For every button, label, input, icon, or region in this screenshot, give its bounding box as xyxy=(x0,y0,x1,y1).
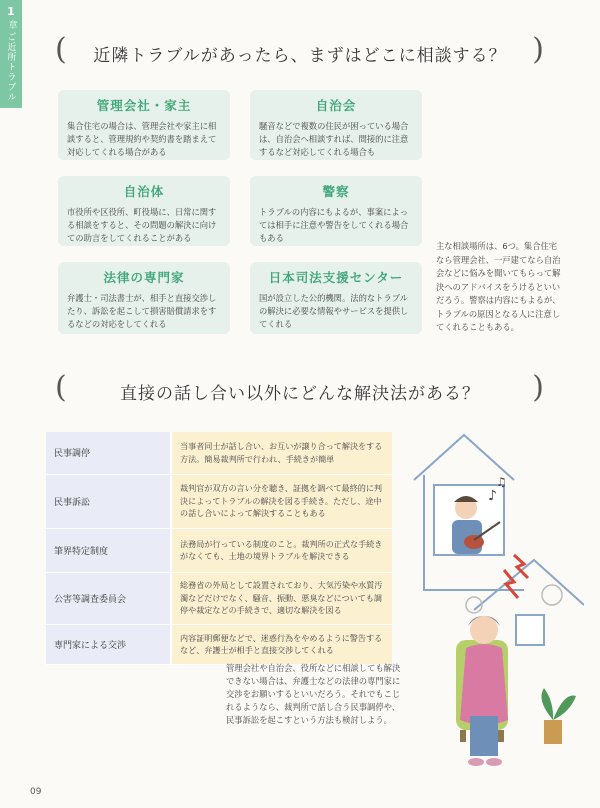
woman-shoe xyxy=(468,758,484,766)
method-name: 民事訴訟 xyxy=(46,474,171,528)
chapter-number: 1 xyxy=(7,5,15,18)
close-paren-decoration: ) xyxy=(532,32,545,67)
woman-legs xyxy=(470,716,498,756)
woman-body xyxy=(460,644,508,725)
method-description: 法務局が行っている制度のこと。裁判所の正式な手続きがなくても、土地の境界トラブルを解決できる xyxy=(171,528,392,572)
card-body: 国が設立した公的機関。法的なトラブルの解決に必要な情報やサービスを提供してくれる xyxy=(259,293,409,329)
close-paren-decoration: ) xyxy=(532,370,545,405)
chair-leg xyxy=(498,730,504,742)
methods-table xyxy=(46,432,392,665)
chair-leg xyxy=(460,730,466,742)
method-description: 裁判官が双方の言い分を聴き、証拠を調べて最終的に判決によってトラブルの解決を図る手続き。ただし、途中の話し合いによって解決することもある xyxy=(171,474,392,528)
consult-card-neighborhood-association xyxy=(250,90,422,160)
music-note-icon: ♪ xyxy=(488,488,497,504)
consult-card-municipality xyxy=(58,176,230,246)
table-row xyxy=(46,624,392,664)
card-body: 市役所や区役所、町役場に、日常に関する相談をすると、その問題の解決に向けての助言をしてくれることがある xyxy=(67,207,217,243)
window-frame xyxy=(516,615,544,645)
section2-heading-text: 直接の話し合い以外にどんな解決法がある？ xyxy=(120,383,480,404)
chapter-tab xyxy=(0,0,22,108)
table-row xyxy=(46,432,392,474)
consult-card-legal-expert xyxy=(58,262,230,334)
guitar-icon xyxy=(464,535,484,549)
method-name: 公害等調査委員会 xyxy=(46,572,171,624)
bottom-note: 管理会社や自治会、役所などに相談しても解決できない場合は、弁護士などの法律の専門家に交渉をお願いするといいだろう。それでもこじれるようなら、裁判所で話し合う民事調停や、民事訴訟を起こすという方法も検討しよう。 xyxy=(226,663,401,725)
card-title: 管理会社・家主 xyxy=(96,98,192,113)
section2-heading xyxy=(55,370,545,406)
table-row xyxy=(46,572,392,624)
house2-roof-outline xyxy=(474,560,584,610)
side-note: 主な相談場所は、6つ。集合住宅なら管理会社、一戸建てなら自治会などに悩みを聞いてもらって解決へのアドバイスをうけるといいだろう。警察は内容にもよるが、トラブルの原因となる人に注意してくれることもある。 xyxy=(436,241,561,332)
chapter-suffix: 章 xyxy=(6,20,17,30)
chapter-label: ご近所トラブル xyxy=(5,32,16,102)
card-body: 集合住宅の場合は、管理会社や家主に相談すると、管理規約や契約書を踏まえて対応してくれる場合がある xyxy=(67,121,217,157)
consult-card-management xyxy=(58,90,230,160)
page-number: 09 xyxy=(30,787,42,797)
open-paren-decoration: ( xyxy=(55,32,68,67)
consult-card-legal-support-center xyxy=(250,262,422,334)
woman-head xyxy=(470,616,498,644)
house-roof-outline xyxy=(414,435,514,480)
plant-pot xyxy=(544,720,562,744)
card-body: 騒音などで複数の住民が困っている場合は、自治会へ相談すれば、間接的に注意するなど対応してくれる場合も xyxy=(259,121,409,157)
table-row xyxy=(46,474,392,528)
method-description: 当事者同士が話し合い、お互いが譲り合って解決をする方法。簡易裁判所で行われ、手続きが簡単 xyxy=(171,432,392,474)
table-row xyxy=(46,528,392,572)
method-description: 内容証明郵便などで、迷惑行為をやめるように警告するなど、弁護士が相手と直接交渉してくれる xyxy=(171,624,392,664)
card-title: 日本司法支援センター xyxy=(268,270,404,285)
method-description: 総務省の外局として設置されており、大気汚染や水質汚濁などだけでなく、騒音、振動、悪臭などについても調停や裁定などの手続きで、適切な解決を図る xyxy=(171,572,392,624)
card-body: トラブルの内容にもよるが、事案によっては相手に注意や警告をしてくれる場合もある xyxy=(259,207,409,243)
card-title: 警察 xyxy=(322,184,350,199)
method-name: 筆界特定制度 xyxy=(46,528,171,572)
plant-leaves xyxy=(541,688,576,720)
sound-burst-icon xyxy=(542,585,562,605)
music-note-icon: ♫ xyxy=(496,475,507,489)
card-title: 法律の専門家 xyxy=(103,270,185,285)
noise-illustration xyxy=(404,430,584,780)
consult-card-police xyxy=(250,176,422,246)
card-title: 自治会 xyxy=(315,98,357,113)
woman-shoe xyxy=(486,758,502,766)
card-body: 弁護士・司法書士が、相手と直接交渉したり、訴訟を起こして損害賠償請求をするなどの対応をしてくれる xyxy=(67,293,217,329)
method-name: 専門家による交渉 xyxy=(46,624,171,664)
card-title: 自治体 xyxy=(123,184,165,199)
section1-heading xyxy=(55,32,545,68)
open-paren-decoration: ( xyxy=(55,370,68,405)
method-name: 民事調停 xyxy=(46,432,171,474)
section1-heading-text: 近隣トラブルがあったら、まずはどこに相談する？ xyxy=(93,45,507,66)
